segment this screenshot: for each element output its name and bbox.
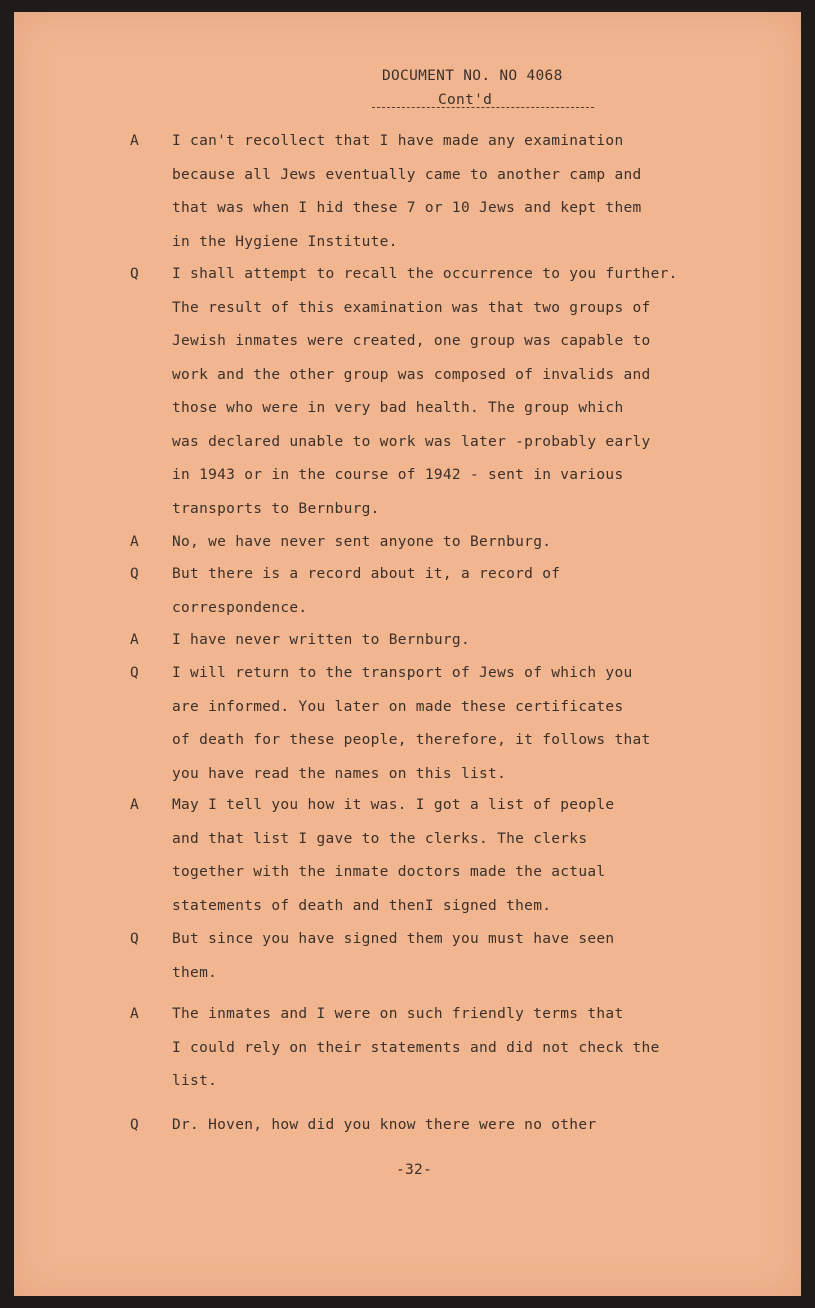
transcript-line: The result of this examination was that two groups of <box>172 299 651 316</box>
transcript-line: I have never written to Bernburg. <box>172 632 470 648</box>
transcript-line: I will return to the transport of Jews of which you <box>172 665 633 681</box>
transcript-line: that was when I hid these 7 or 10 Jews and kept them <box>172 200 642 216</box>
transcript-line: together with the inmate doctors made the actual <box>172 864 606 880</box>
transcript-line: transports to Bernburg. <box>172 500 380 517</box>
speaker-label: Q <box>130 266 140 282</box>
document-title: DOCUMENT NO. NO 4068 <box>382 68 563 84</box>
transcript-line: are informed. You later on made these certificates <box>172 698 624 715</box>
transcript-line: I could rely on their statements and did not check the <box>172 1039 660 1056</box>
speaker-label: Q <box>130 566 140 582</box>
speaker-label: Q <box>130 665 140 681</box>
transcript-line: I shall attempt to recall the occurrence to you further. <box>172 266 678 282</box>
transcript-line: was declared unable to work was later -probably early <box>172 433 651 450</box>
transcript-line: in the Hygiene Institute. <box>172 233 398 250</box>
speaker-label: A <box>130 797 140 813</box>
transcript-line: Jewish inmates were created, one group was capable to <box>172 333 651 349</box>
transcript-line: in 1943 or in the course of 1942 - sent in various <box>172 467 624 483</box>
continued-label: Cont'd <box>438 92 493 108</box>
transcript-line: But there is a record about it, a record of <box>172 566 561 582</box>
speaker-label: A <box>130 133 140 149</box>
speaker-label: A <box>130 1006 140 1022</box>
page-number: -32- <box>396 1162 433 1178</box>
transcript-line: No, we have never sent anyone to Bernburg. <box>172 534 552 550</box>
speaker-label: Q <box>130 1117 140 1133</box>
transcript-line: correspondence. <box>172 599 308 616</box>
transcript-line: of death for these people, therefore, it follows that <box>172 732 651 748</box>
speaker-label: Q <box>130 931 140 947</box>
transcript-line: list. <box>172 1073 218 1089</box>
transcript-line: statements of death and thenI signed them. <box>172 897 552 914</box>
speaker-label: A <box>130 534 140 550</box>
transcript-line: and that list I gave to the clerks. The clerks <box>172 830 588 847</box>
transcript-line: May I tell you how it was. I got a list of people <box>172 797 615 813</box>
transcript-line: The inmates and I were on such friendly terms that <box>172 1006 624 1022</box>
speaker-label: A <box>130 632 140 648</box>
transcript-line: because all Jews eventually came to another camp and <box>172 166 642 183</box>
transcript-line: those who were in very bad health. The group which <box>172 400 624 416</box>
transcript-line: Dr. Hoven, how did you know there were no other <box>172 1117 597 1133</box>
transcript-line: work and the other group was composed of invalids and <box>172 366 651 383</box>
continued-underline <box>372 107 594 108</box>
transcript-line: I can't recollect that I have made any examination <box>172 133 624 149</box>
transcript-line: But since you have signed them you must have seen <box>172 931 615 947</box>
transcript-line: you have read the names on this list. <box>172 765 507 782</box>
transcript-line: them. <box>172 964 218 981</box>
